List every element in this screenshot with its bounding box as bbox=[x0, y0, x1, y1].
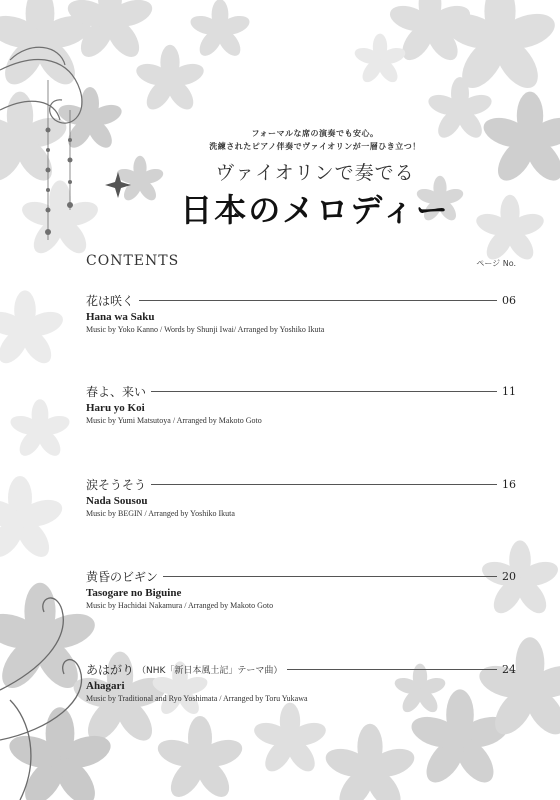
song-romaji: Hana wa Saku bbox=[86, 311, 155, 323]
toc-entry-line bbox=[86, 291, 516, 309]
song-title: 黄昏のビギン bbox=[86, 569, 158, 584]
song-romaji: Nada Sousou bbox=[86, 495, 148, 507]
book-header bbox=[150, 128, 480, 231]
toc-entry-line bbox=[86, 567, 516, 585]
leader-line bbox=[163, 576, 497, 577]
toc-entry[interactable] bbox=[86, 382, 516, 425]
book-title: 日本のメロディー bbox=[180, 191, 450, 229]
page-number: 20 bbox=[502, 569, 516, 583]
leader-line bbox=[287, 669, 497, 670]
toc-entry-line bbox=[86, 660, 516, 678]
page-number: 24 bbox=[502, 662, 516, 676]
song-title: 花は咲く bbox=[86, 293, 135, 308]
song-title: 涙そうそう bbox=[86, 477, 147, 492]
song-note: （NHK「新日本風土記」テーマ曲） bbox=[137, 665, 283, 676]
contents-heading: CONTENTS bbox=[86, 253, 180, 269]
toc-entry-line bbox=[86, 475, 516, 493]
book-subtitle: ヴァイオリンで奏でる bbox=[215, 162, 415, 184]
song-romaji: Tasogare no Biguine bbox=[86, 587, 182, 599]
page-number-label: ページ No. bbox=[476, 259, 516, 268]
toc-entry[interactable] bbox=[86, 567, 516, 610]
song-credit: Music by BEGIN / Arranged by Yoshiko Ikuta bbox=[86, 509, 235, 518]
page-number: 16 bbox=[502, 477, 516, 491]
tagline-primary: フォーマルな席の演奏でも安心。 bbox=[251, 129, 379, 138]
leader-line bbox=[139, 300, 497, 301]
toc-entry[interactable] bbox=[86, 291, 516, 334]
toc-entry-line bbox=[86, 382, 516, 400]
page-number: 06 bbox=[502, 293, 516, 307]
song-credit: Music by Hachidai Nakamura / Arranged by Makoto Goto bbox=[86, 601, 274, 610]
leader-line bbox=[151, 484, 497, 485]
page-number: 11 bbox=[502, 384, 516, 398]
toc-entry[interactable] bbox=[86, 475, 516, 518]
song-credit: Music by Yoko Kanno / Words by Shunji Iwai/ Arranged by Yoshiko Ikuta bbox=[86, 325, 325, 334]
song-romaji: Ahagari bbox=[86, 680, 125, 692]
song-title: 春よ、来い bbox=[86, 384, 147, 399]
toc-entry[interactable] bbox=[86, 660, 516, 703]
tagline-secondary: 洗練されたピアノ伴奏でヴァイオリンが一層ひき立つ！ bbox=[209, 142, 421, 151]
song-romaji: Haru yo Koi bbox=[86, 402, 145, 414]
song-credit: Music by Yumi Matsutoya / Arranged by Makoto Goto bbox=[86, 416, 262, 425]
song-title: あはがり bbox=[86, 662, 135, 677]
song-credit: Music by Traditional and Ryo Yoshimata / Arranged by Toru Yukawa bbox=[86, 694, 308, 703]
leader-line bbox=[151, 391, 497, 392]
